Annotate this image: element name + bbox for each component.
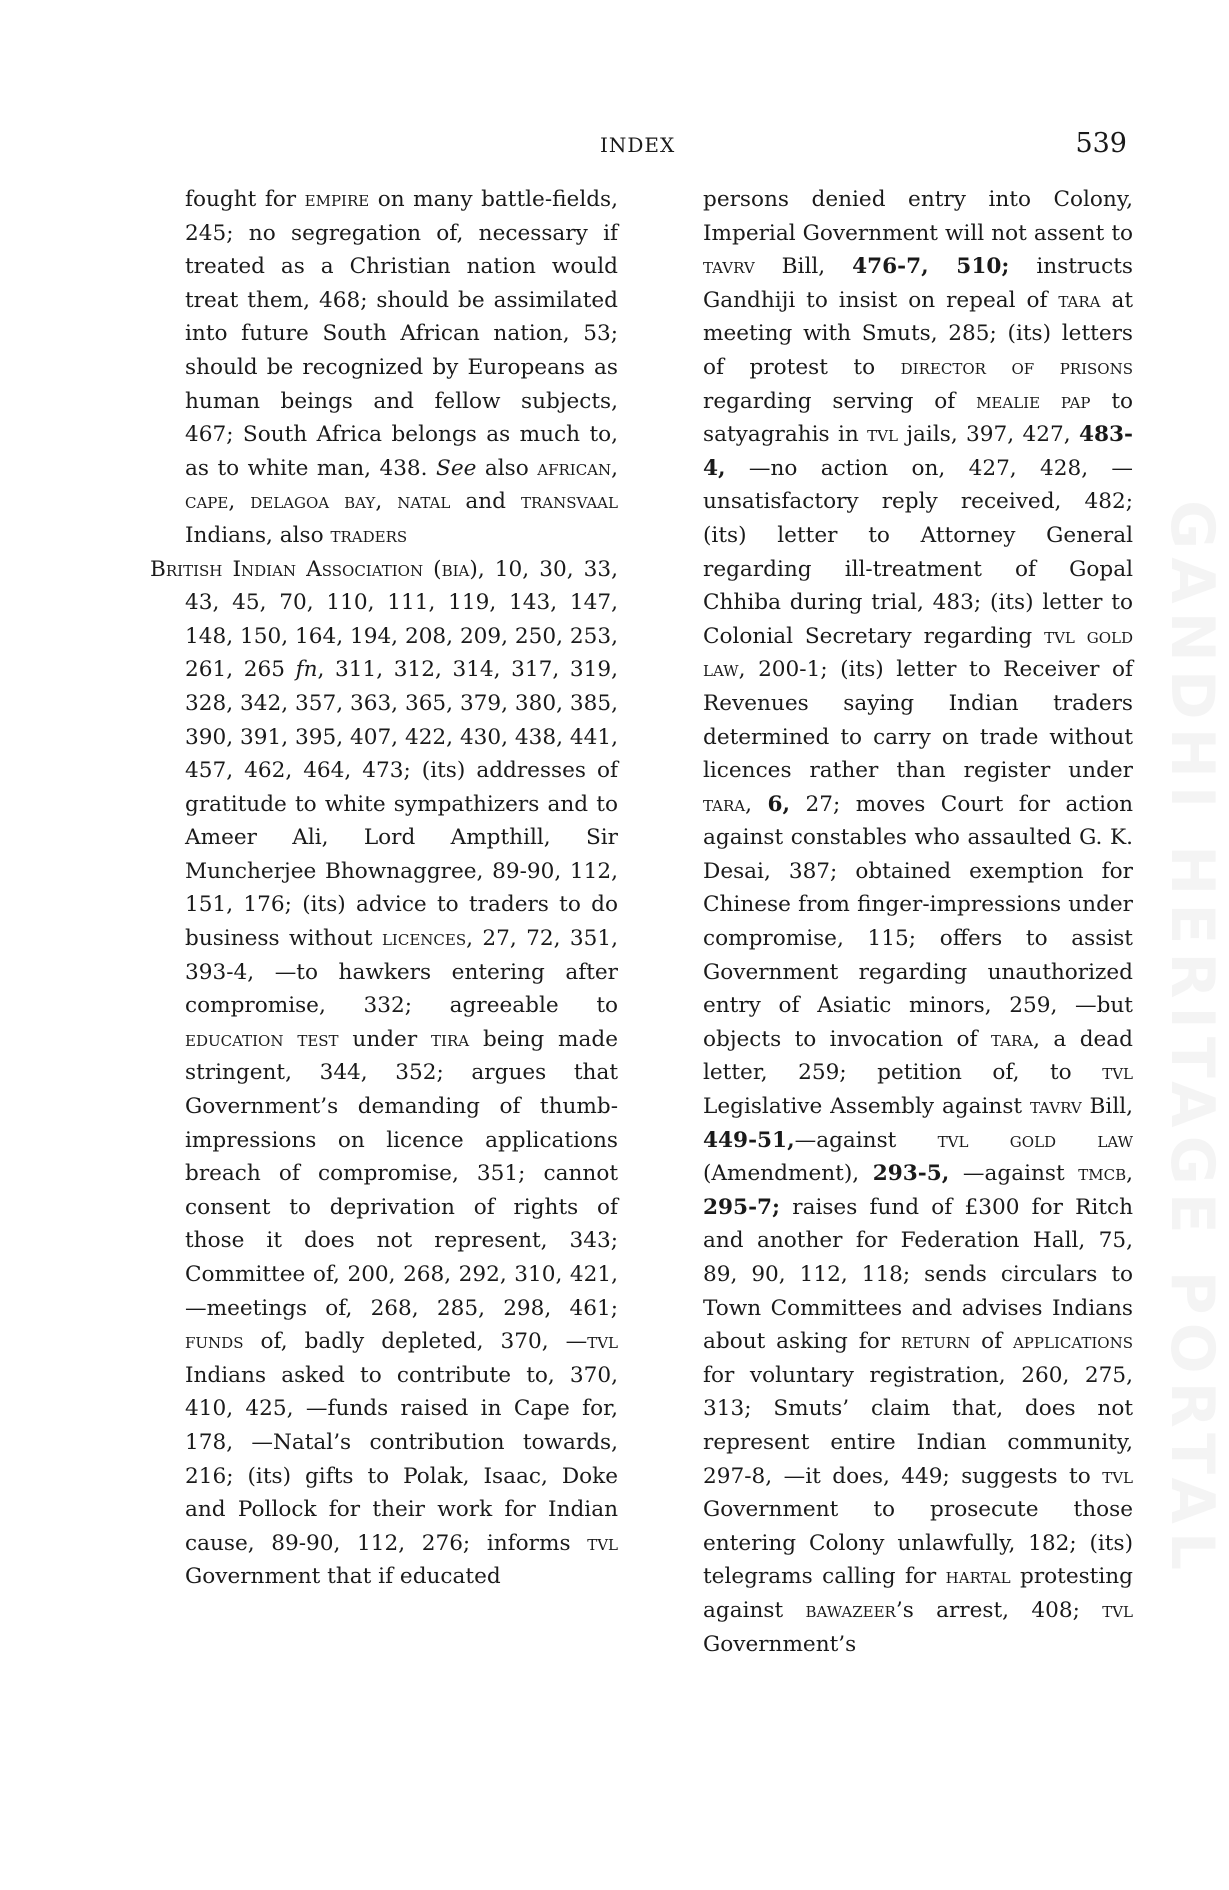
right-column <box>703 183 1133 1661</box>
watermark <box>1157 500 1227 1578</box>
index-entry-continuation: persons denied entry into Colony, Imperial Government will not assent to tavrv Bill, 476-7, 510; instructs Gandhiji to insist on repeal of tara at meeting with Smuts, 285; (its) letters of protest to director of prisons regarding serving of mealie pap to satyagrahis in tvl jails, 397, 427, 483-4, —no action on, 427, 428, —unsatisfactory reply received, 482; (its) letter to Attorney General regarding ill-treatment of Gopal Chhiba during trial, 483; (its) letter to Colonial Secretary regarding tvl gold law, 200-1; (its) letter to Receiver of Revenues saying Indian traders determined to carry on trade without licences rather than register under tara, 6, 27; moves Court for action against constables who assaulted G. K. Desai, 387; obtained exemption for Chinese from finger-impressions under compromise, 115; offers to assist Government regarding unauthorized entry of Asiatic minors, 259, —but objects to invocation of tara, a dead letter, 259; petition of, to tvl Legislative Assembly against tavrv Bill, 449-51,—against tvl gold law (Amendment), 293-5, —against tmcb, 295-7; raises fund of £300 for Ritch and another for Federation Hall, 75, 89, 90, 112, 118; sends circulars to Town Committees and advises Indians about asking for return of applications for voluntary registration, 260, 275, 313; Smuts’ claim that, does not represent entire Indian community, 297-8, —it does, 449; suggests to tvl Government to prosecute those entering Colony unlawfully, 182; (its) telegrams calling for hartal protesting against bawazeer’s arrest, 408; tvl Government’s <box>703 187 1134 1657</box>
page-number: 539 <box>1075 128 1127 159</box>
index-entry-british-indian-association: British Indian Association (bia), 10, 30, 33, 43, 45, 70, 110, 111, 119, 143, 147, 148, 150, 164, 194, 208, 209, 250, 253, 261, 265 fn, 311, 312, 314, 317, 319, 328, 342, 357, 363, 365, 379, 380, 385, 390, 391, 395, 407, 422, 430, 438, 441, 457, 462, 464, 473; (its) addresses of gratitude to white sympathizers and to Ameer Ali, Lord Ampthill, Sir Muncherjee Bhownaggree, 89-90, 112, 151, 176; (its) advice to traders to do business without licences, 27, 72, 351, 393-4, —to hawkers entering after compromise, 332; agreeable to education test under tira being made stringent, 344, 352; argues that Government’s demanding of thumb-impressions on licence applications breach of compromise, 351; cannot consent to deprivation of rights of those it does not represent, 343; Committee of, 200, 268, 292, 310, 421, —meetings of, 268, 285, 298, 461; funds of, badly depleted, 370, —tvl Indians asked to contribute to, 370, 410, 425, —funds raised in Cape for, 178, —Natal’s contribution towards, 216; (its) gifts to Polak, Isaac, Doke and Pollock for their work for Indian cause, 89-90, 112, 276; informs tvl Government that if educated <box>150 556 619 1590</box>
entry-headword: British Indian Association (bia) <box>150 556 478 582</box>
left-column <box>150 183 618 1594</box>
running-head: INDEX <box>600 133 676 157</box>
index-entry-continuation: fought for empire on many battle-fields, 245; no segregation of, necessary if treated as a Christian nation would treat them, 468; should be assimilated into future South African nation, 53; should be recognized by Europeans as human beings and fellow subjects, 467; South Africa belongs as much to, as to white man, 438. See also african, cape, delagoa bay, natal and transvaal Indians, also traders <box>185 187 618 548</box>
